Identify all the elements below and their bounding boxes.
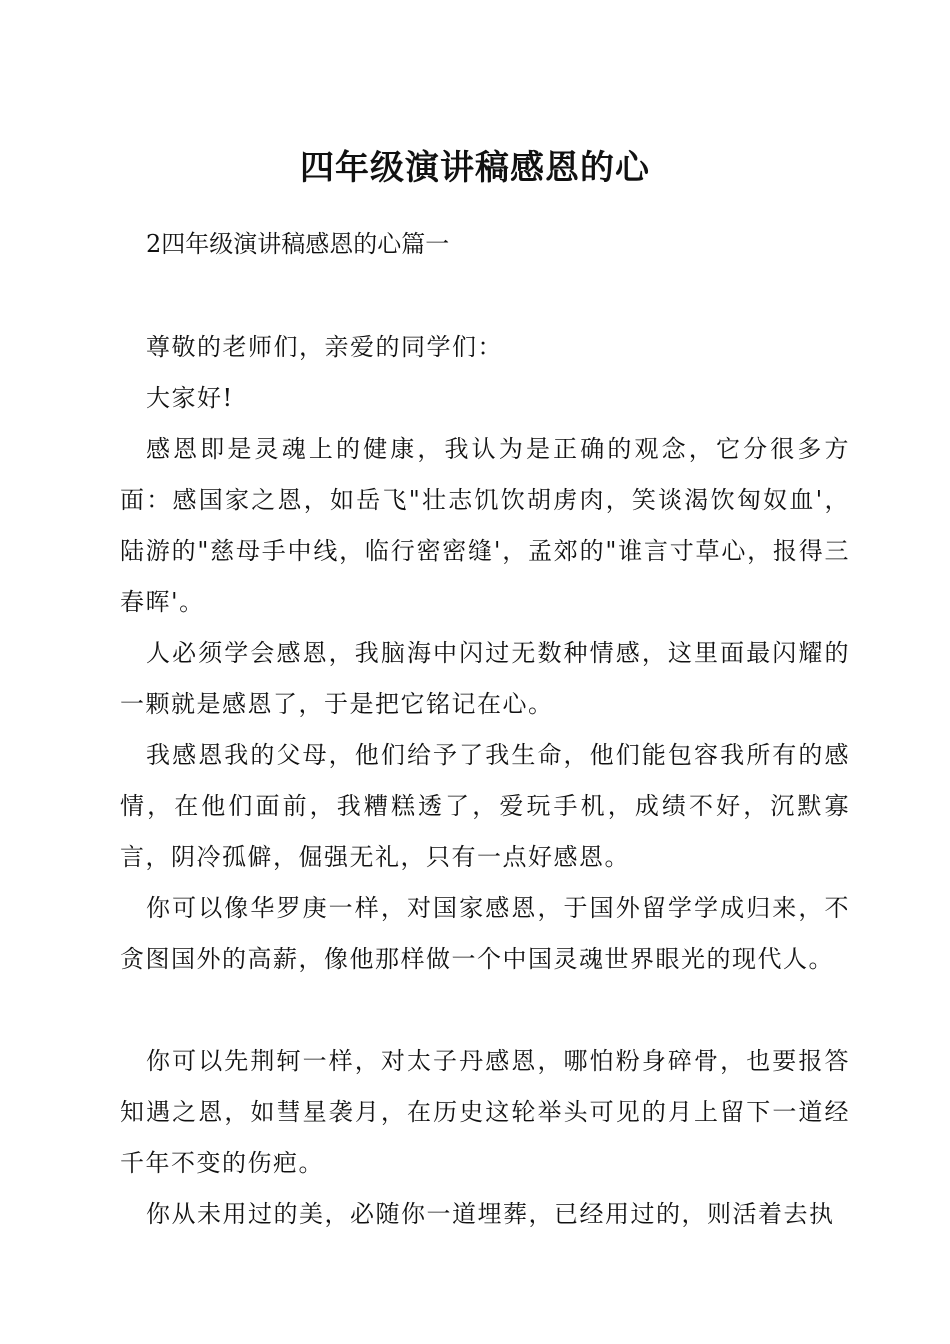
paragraph: 你可以先荆轲一样，对太子丹感恩，哪怕粉身碎骨，也要报答知遇之恩，如彗星袭月，在历史这轮举头可见的月上留下一道经千年不变的伤疤。 (120, 1047, 850, 1177)
paragraph: 你从未用过的美，必随你一道埋葬，已经用过的，则活着去执 (146, 1200, 835, 1228)
paragraph: 你可以像华罗庚一样，对国家感恩，于国外留学学成归来，不贪图国外的高薪，像他那样做一个中国灵魂世界眼光的现代人。 (120, 894, 850, 973)
document-subtitle: 2四年级演讲稿感恩的心篇一 (146, 230, 450, 258)
paragraph-hello: 大家好! (146, 384, 234, 412)
paragraph: 我感恩我的父母，他们给予了我生命，他们能包容我所有的感情，在他们面前，我糟糕透了，爱玩手机，成绩不好，沉默寡言，阴冷孤僻，倔强无礼，只有一点好感恩。 (120, 741, 850, 871)
paragraph: 人必须学会感恩，我脑海中闪过无数种情感，这里面最闪耀的一颗就是感恩了，于是把它铭记在心。 (120, 639, 850, 718)
paragraph-greeting: 尊敬的老师们，亲爱的同学们： (146, 333, 503, 361)
document-title: 四年级演讲稿感恩的心 (300, 148, 650, 188)
paragraph: 感恩即是灵魂上的健康，我认为是正确的观念，它分很多方面：感国家之恩，如岳飞"壮志饥饮胡虏肉，笑谈渴饮匈奴血'，陆游的"慈母手中线，临行密密缝'，孟郊的"谁言寸草心，报得三春晖'。 (120, 435, 850, 616)
document-body (120, 322, 850, 1240)
